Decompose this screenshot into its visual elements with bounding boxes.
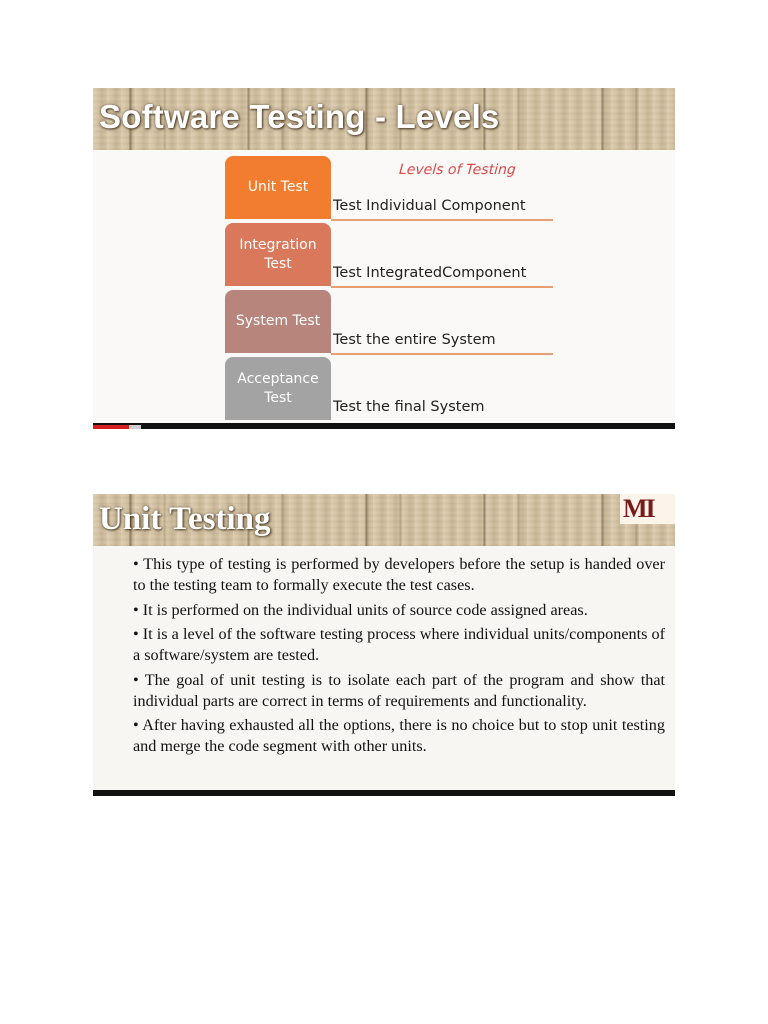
level-description-integration-test: Test IntegratedComponent bbox=[333, 265, 527, 281]
video-buffer-bar bbox=[129, 425, 141, 429]
video-control-bar bbox=[93, 423, 675, 429]
slide-software-testing-levels bbox=[93, 88, 675, 429]
levels-heading: Levels of Testing bbox=[398, 162, 517, 178]
slide-title: Unit Testing bbox=[99, 501, 271, 537]
level-description-system-test: Test the entire System bbox=[333, 332, 496, 348]
slide-title: Software Testing - Levels bbox=[99, 98, 500, 135]
level-name: Integration Test bbox=[239, 236, 317, 272]
wood-header-banner bbox=[93, 494, 675, 546]
bullet-item: • This type of testing is performed by developers before the setup is handed over to the testing team to formally execute the test cases. bbox=[133, 555, 665, 594]
level-box-integration-test bbox=[225, 223, 331, 286]
level-description-unit-test: Test Individual Component bbox=[333, 198, 526, 214]
video-progress-bar[interactable] bbox=[93, 425, 129, 429]
bullet-item: • It is a level of the software testing process where individual units/components of a software/system are tested. bbox=[133, 625, 665, 664]
level-divider-line bbox=[331, 353, 553, 355]
level-box-system-test bbox=[225, 290, 331, 353]
level-box-unit-test bbox=[225, 156, 331, 219]
level-name: Acceptance Test bbox=[237, 370, 319, 406]
level-divider-line bbox=[331, 286, 553, 288]
bullet-item: • It is performed on the individual units of source code assigned areas. bbox=[133, 600, 588, 619]
channel-logo: MI bbox=[620, 494, 675, 524]
bullet-list bbox=[133, 554, 665, 761]
slide-bottom-border bbox=[93, 790, 675, 796]
bullet-item: • After having exhausted all the options, there is no choice but to stop unit testing and merge the code segment with other units. bbox=[133, 716, 665, 755]
level-box-acceptance-test bbox=[225, 357, 331, 420]
level-name: Unit Test bbox=[247, 179, 309, 195]
level-name: System Test bbox=[235, 313, 321, 329]
bullet-item: • The goal of unit testing is to isolate each part of the program and show that individual parts are correct in terms of requirements and functionality. bbox=[133, 670, 665, 710]
level-description-acceptance-test: Test the final System bbox=[333, 399, 485, 415]
wood-header-banner bbox=[93, 88, 675, 150]
slide-unit-testing bbox=[93, 494, 675, 796]
level-divider-line bbox=[331, 219, 553, 221]
